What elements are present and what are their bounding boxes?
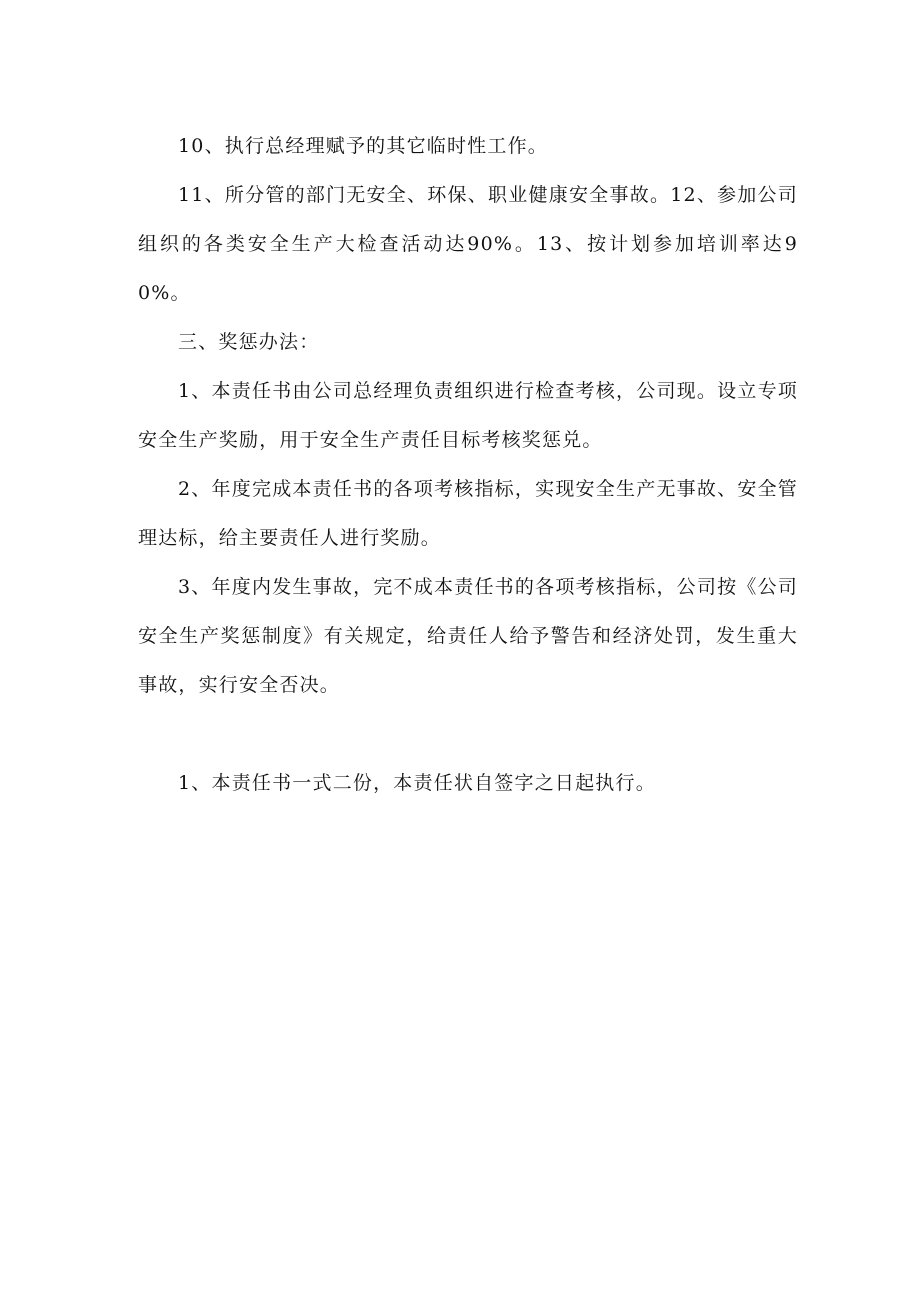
paragraph-items-11-13: 11、所分管的部门无安全、环保、职业健康安全事故。12、参加公司组织的各类安全生产大检查活动达90%。13、按计划参加培训率达90%。 xyxy=(138,184,798,304)
closing-statement: 1、本责任书一式二份，本责任状自签字之日起执行。 xyxy=(178,772,656,794)
section-heading-rewards: 三、奖惩办法： xyxy=(178,331,320,353)
paragraph-reward-3: 3、年度内发生事故，完不成本责任书的各项考核指标，公司按《公司安全生产奖惩制度》有关规定，给责任人给予警告和经济处罚，发生重大事故，实行安全否决。 xyxy=(138,576,798,696)
paragraph-item-10: 10、执行总经理赋予的其它临时性工作。 xyxy=(178,135,548,157)
paragraph-reward-2: 2、年度完成本责任书的各项考核指标，实现安全生产无事故、安全管理达标，给主要责任人进行奖励。 xyxy=(138,478,798,549)
document-body xyxy=(138,122,798,808)
paragraph-reward-1: 1、本责任书由公司总经理负责组织进行检查考核，公司现。设立专项安全生产奖励，用于安全生产责任目标考核奖惩兑。 xyxy=(138,380,798,451)
blank-line xyxy=(138,710,798,759)
